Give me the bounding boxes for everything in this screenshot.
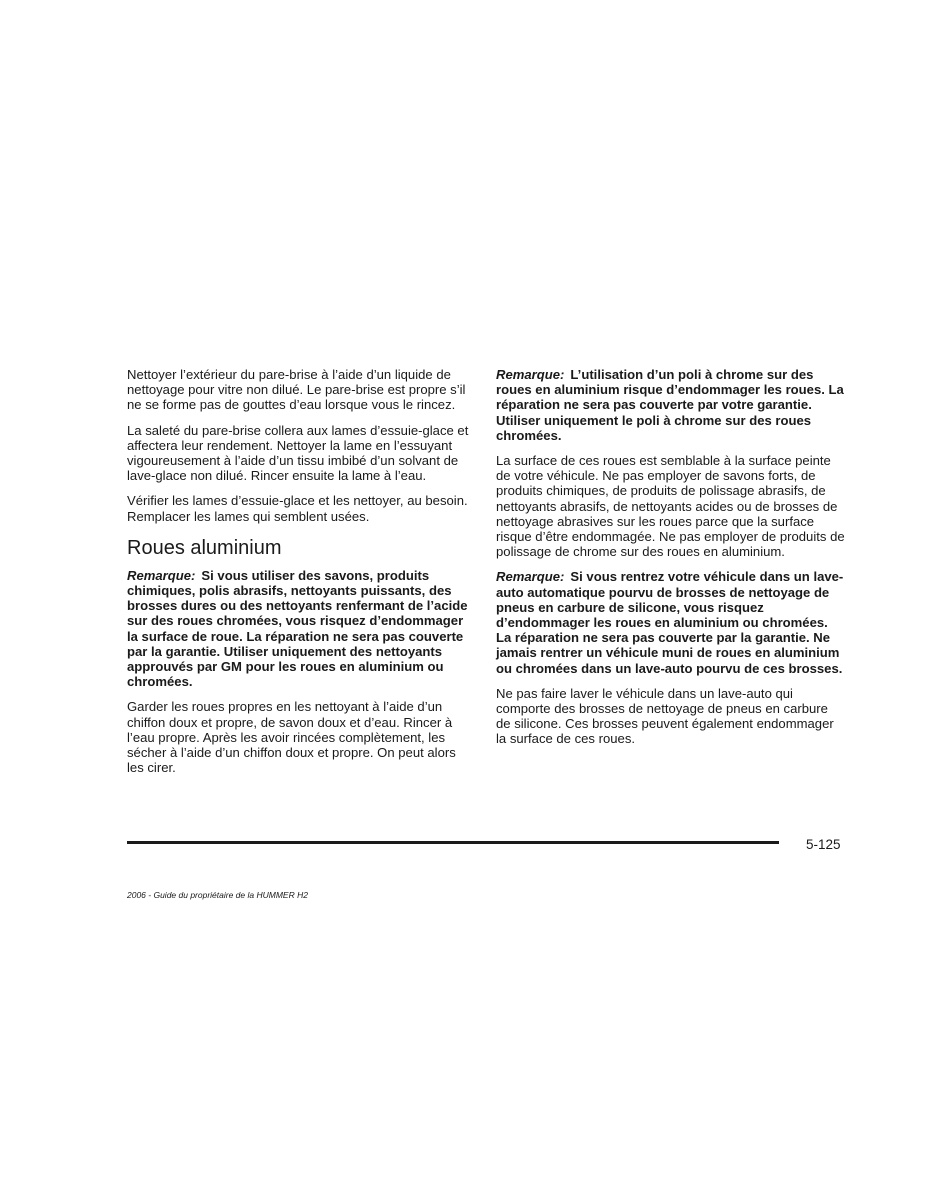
- notice-label: Remarque:: [127, 567, 196, 583]
- wiper-blade-cleaning-paragraph: La saleté du pare-brise collera aux lames d’essuie-glace et affectera leur rendement. Nettoyer la lame en l’essuyant vigoureusement à l’aide d’un tissu imbibé d’un solvant de lave-glace non dilué. Rincer ensuite la lame à l’eau.: [127, 422, 469, 484]
- notice-label: Remarque:: [496, 367, 565, 382]
- section-heading: Roues aluminium: [127, 536, 282, 559]
- wiper-blade-check-paragraph: Vérifier les lames d’essuie-glace et les nettoyer, au besoin. Remplacer les lames qui semblent usées.: [127, 493, 468, 524]
- notice-text: L’utilisation d’un poli à chrome sur des roues en aluminium risque d’endommager les roues. La réparation ne sera pas couverte par votre garantie. Utiliser uniquement le poli à chrome sur des roues chromées.: [496, 367, 844, 443]
- wheel-cleaning-paragraph: Garder les roues propres en les nettoyant à l’aide d’un chiffon doux et propre, de savon doux et d’eau. Rincer à l’eau propre. Après les avoir rincées complètement, les sécher à l’aide d’un chiffon doux et propre. On peut alors les cirer.: [127, 699, 456, 776]
- wheel-surface-paragraph: La surface de ces roues est semblable à la surface peinte de votre véhicule. Ne pas employer de savons forts, de produits chimiques, de produits de polissage abrasifs, de nettoyants abrasifs, de nettoyants acides ou de brosses de nettoyage abrasives sur les roues parce que la surface risque d’être endommagée. Ne pas employer de produits de polissage de chrome sur des roues en aluminium.: [496, 453, 845, 560]
- page-divider: [127, 841, 779, 844]
- notice-label: Remarque:: [496, 569, 565, 585]
- notice-text: Si vous utiliser des savons, produits chimiques, polis abrasifs, nettoyants puissants, des brosses dures ou des nettoyants renfermant de l’acide sur des roues chromées, vous risquez d’endommager la surface de roue. La réparation ne sera pas couverte par la garantie. Utiliser uniquement des nettoyants approuvés par GM pour les roues en aluminium ou chromées.: [127, 567, 468, 690]
- left-column: [127, 367, 472, 785]
- notice-chrome-polish: [496, 367, 846, 443]
- car-wash-paragraph: Ne pas faire laver le véhicule dans un lave-auto qui comporte des brosses de nettoyage de pneus en carbure de silicone. Ces brosses peuvent également endommager la surface de ces roues.: [496, 685, 834, 747]
- page-number: 5-125: [806, 837, 841, 852]
- right-column: [496, 367, 846, 757]
- notice-chrome-wheels: [127, 568, 472, 690]
- notice-text: Si vous rentrez votre véhicule dans un lave-auto automatique pourvu de brosses de nettoyage de pneus en carbure de silicone, vous risquez d’endommager les roues en aluminium ou chromées. La réparation ne sera pas couverte par la garantie. Ne jamais rentrer un véhicule muni de roues en aluminium ou chromées dans un lave-auto pourvu de ces brosses.: [496, 569, 844, 676]
- windshield-cleaning-paragraph: Nettoyer l’extérieur du pare-brise à l’aide d’un liquide de nettoyage pour vitre non dilué. Le pare-brise est propre s’il ne se forme pas de gouttes d’eau lorsque vous le rincez.: [127, 367, 466, 413]
- footer-text: 2006 - Guide du propriétaire de la HUMMER H2: [127, 890, 308, 900]
- notice-car-wash: [496, 569, 846, 675]
